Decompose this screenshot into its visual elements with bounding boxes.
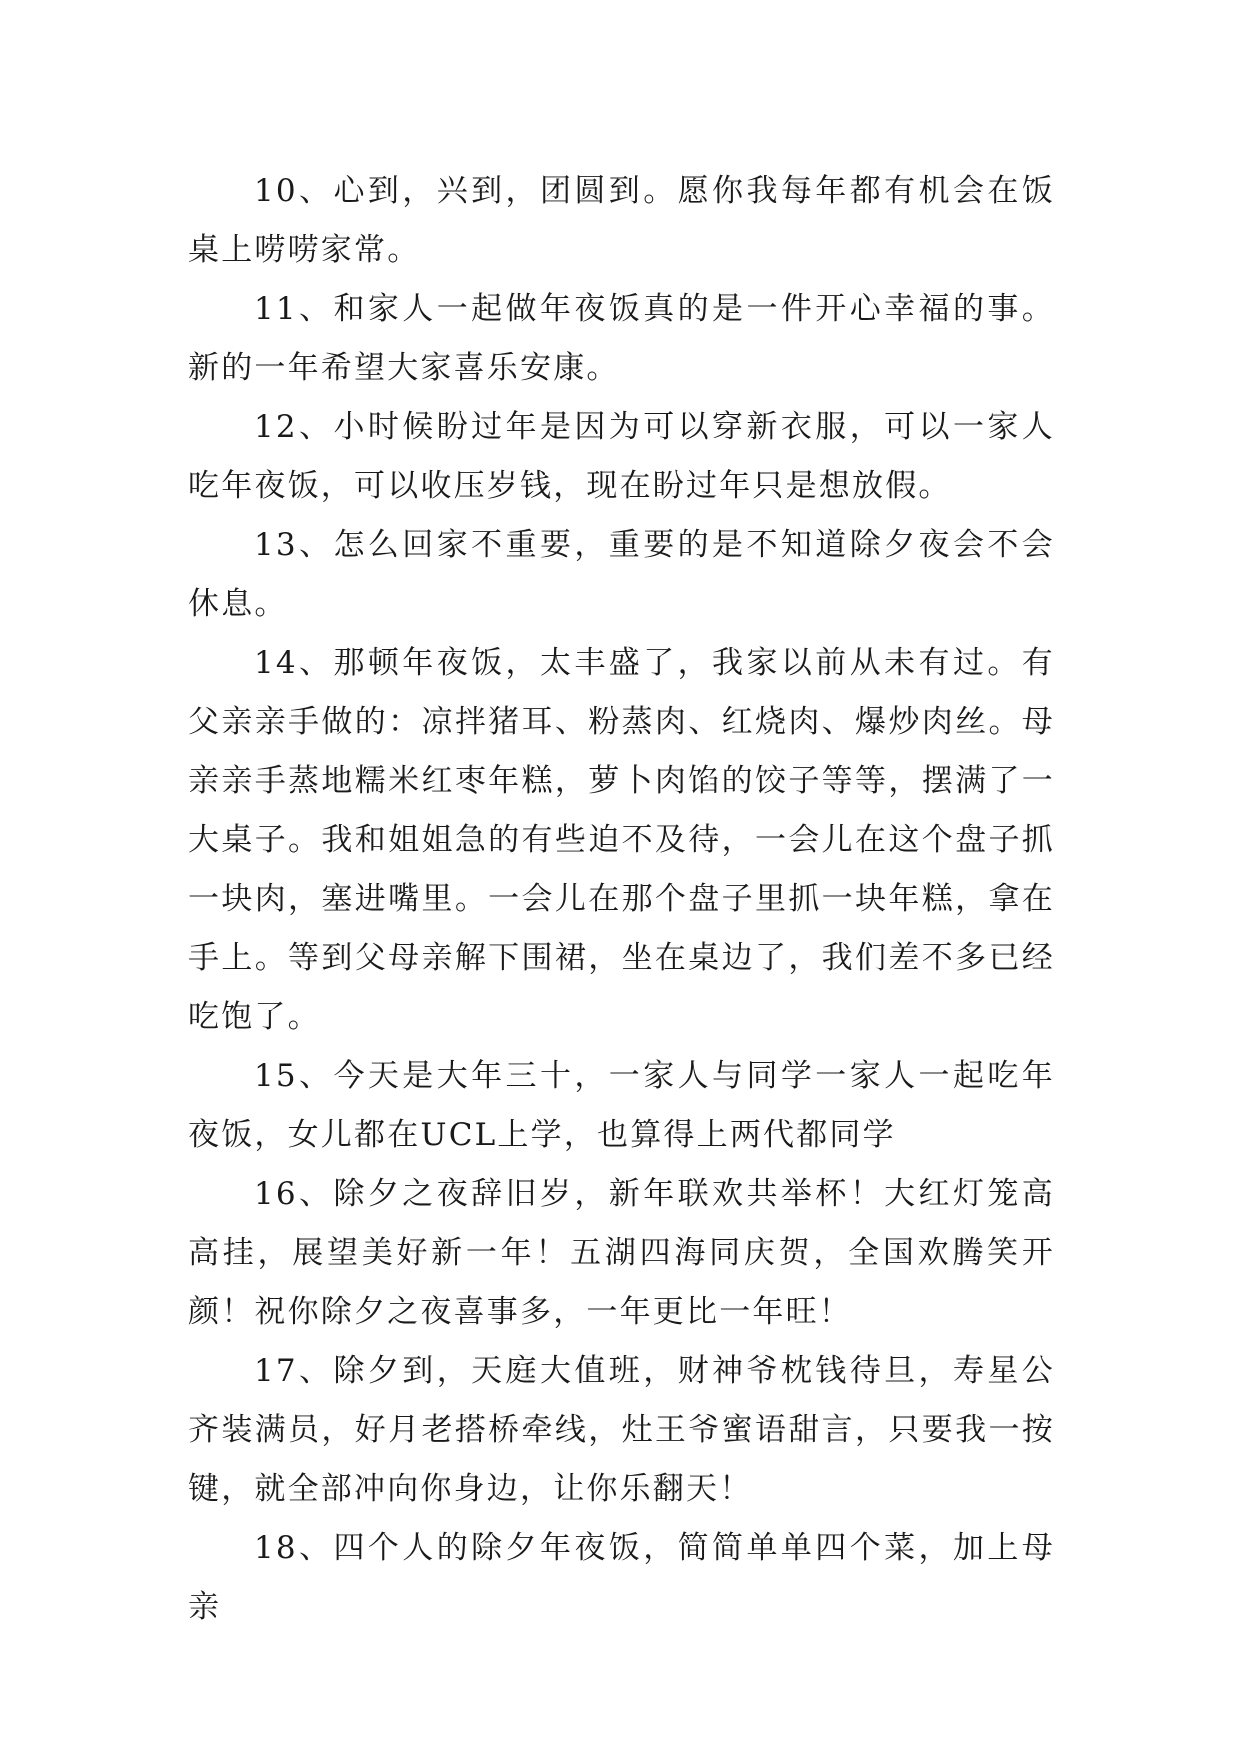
paragraph-10: 10、心到，兴到，团圆到。愿你我每年都有机会在饭桌上唠唠家常。 — [188, 173, 1055, 268]
paragraph-18: 18、四个人的除夕年夜饭，简简单单四个菜，加上母亲 — [188, 1530, 1055, 1625]
paragraph-13: 13、怎么回家不重要，重要的是不知道除夕夜会不会休息。 — [188, 527, 1055, 622]
paragraph-15: 15、今天是大年三十，一家人与同学一家人一起吃年夜饭，女儿都在UCL上学，也算得上两代都同学 — [188, 1058, 1055, 1153]
paragraph-17: 17、除夕到，天庭大值班，财神爷枕钱待旦，寿星公齐装满员，好月老搭桥牵线，灶王爷蜜语甜言，只要我一按键，就全部冲向你身边，让你乐翻天！ — [188, 1353, 1055, 1507]
document-body — [188, 162, 1055, 1637]
paragraph-12: 12、小时候盼过年是因为可以穿新衣服，可以一家人吃年夜饭，可以收压岁钱，现在盼过年只是想放假。 — [188, 409, 1055, 504]
paragraph-14: 14、那顿年夜饭，太丰盛了，我家以前从未有过。有父亲亲手做的：凉拌猪耳、粉蒸肉、红烧肉、爆炒肉丝。母亲亲手蒸地糯米红枣年糕，萝卜肉馅的饺子等等，摆满了一大桌子。我和姐姐急的有些迫不及待，一会儿在这个盘子抓一块肉，塞进嘴里。一会儿在那个盘子里抓一块年糕，拿在手上。等到父母亲解下围裙，坐在桌边了，我们差不多已经吃饱了。 — [188, 645, 1055, 1035]
paragraph-11: 11、和家人一起做年夜饭真的是一件开心幸福的事。新的一年希望大家喜乐安康。 — [188, 291, 1055, 386]
paragraph-16: 16、除夕之夜辞旧岁，新年联欢共举杯！大红灯笼高高挂，展望美好新一年！五湖四海同庆贺，全国欢腾笑开颜！祝你除夕之夜喜事多，一年更比一年旺！ — [188, 1176, 1055, 1330]
